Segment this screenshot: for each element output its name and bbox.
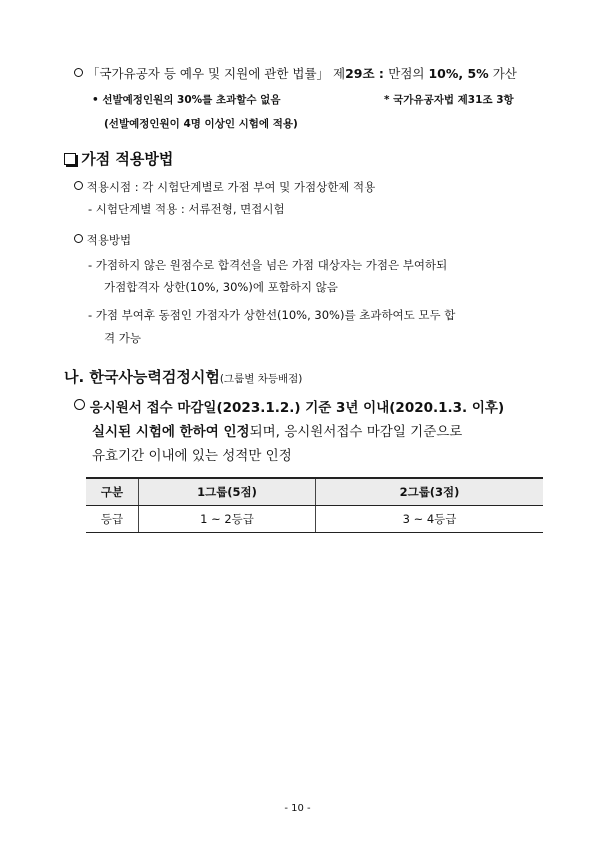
method-item-1-line2: 가점합격자 상한(10%, 30%)에 포함하지 않음: [104, 280, 338, 294]
circle-bullet-icon: [74, 68, 83, 77]
table-header-cell: 1그룹(5점): [139, 478, 316, 506]
timing-bullet: 적용시점 : 각 시험단계별로 가점 부여 및 가점상한제 적용: [74, 179, 375, 195]
table-header-cell: 구분: [86, 478, 139, 506]
validity-line3: 유효기간 이내에 있는 성적만 인정: [92, 448, 292, 464]
circle-bullet-icon: [74, 234, 83, 243]
table-cell: 1 ~ 2등급: [139, 506, 316, 533]
method-bullet: 적용방법: [74, 232, 131, 248]
method-item-1-line1: - 가점하지 않은 원점수로 합격선을 넘은 가점 대상자는 가점은 부여하되: [88, 258, 448, 272]
korean-history-heading: 나. 한국사능력검정시험(그룹별 차등배점): [64, 368, 303, 386]
circle-bullet-icon: [74, 399, 85, 410]
circle-bullet-icon: [74, 181, 83, 190]
note-quota-limit: • 선발예정인원의 30%를 초과할수 없음: [92, 94, 281, 106]
veterans-law-bullet: 「국가유공자 등 예우 및 지원에 관한 법률」 제29조 : 만점의 10%, 5% 가산: [74, 64, 517, 82]
validity-line1: 응시원서 접수 마감일(2023.1.2.) 기준 3년 이내(2020.1.3. 이후): [74, 396, 504, 416]
bonus-method-heading: 가점 적용방법: [64, 148, 173, 169]
method-item-2-line2: 격 가능: [104, 331, 141, 345]
table-cell: 등급: [86, 506, 139, 533]
table-cell: 3 ~ 4등급: [316, 506, 544, 533]
stages-item: - 시험단계별 적용 : 서류전형, 면접시험: [88, 202, 285, 216]
table-row: [86, 506, 543, 533]
square-bullet-icon: [64, 153, 76, 165]
page-number: - 10 -: [284, 803, 311, 814]
note-applicability: (선발예정인원이 4명 이상인 시험에 적용): [104, 118, 298, 130]
grade-group-table: [86, 477, 543, 533]
validity-line2: 실시된 시험에 한하여 인정되며, 응시원서접수 마감일 기준으로: [92, 424, 463, 440]
note-law-reference: * 국가유공자법 제31조 3항: [384, 94, 514, 106]
table-header-cell: 2그룹(3점): [316, 478, 544, 506]
method-item-2-line1: - 가점 부여후 동점인 가점자가 상한선(10%, 30%)를 초과하여도 모두 합: [88, 308, 456, 322]
table-header-row: [86, 478, 543, 506]
